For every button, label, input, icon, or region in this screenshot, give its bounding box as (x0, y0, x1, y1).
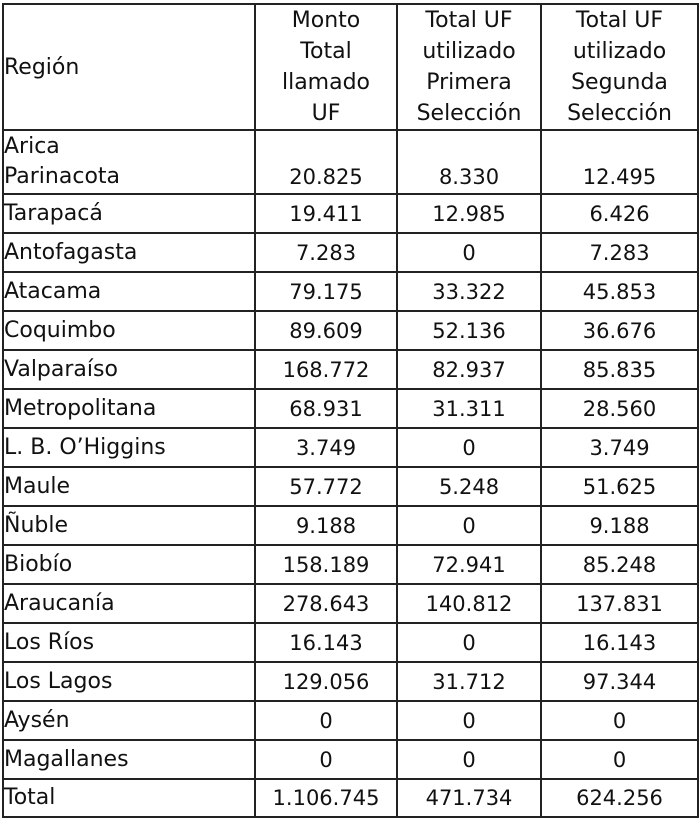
table-row (3, 311, 698, 350)
monto-total-cell: 16.143 (255, 623, 397, 662)
total-row (3, 779, 698, 817)
region-line: Arica (4, 134, 60, 159)
header-line: Total UF (425, 8, 513, 33)
monto-total-cell: 7.283 (255, 233, 397, 272)
segunda-seleccion-cell: 12.495 (541, 130, 698, 194)
table-row (3, 506, 698, 545)
segunda-seleccion-cell: 45.853 (541, 272, 698, 311)
header-line: Total UF (575, 8, 664, 33)
header-segunda-seleccion (541, 4, 698, 130)
segunda-seleccion-cell: 3.749 (541, 428, 698, 467)
segunda-seleccion-cell: 85.835 (541, 350, 698, 389)
primera-seleccion-cell: 140.812 (397, 584, 541, 623)
primera-seleccion-cell: 33.322 (397, 272, 541, 311)
header-line: Selección (567, 101, 672, 126)
table-row (3, 233, 698, 272)
table-row (3, 428, 698, 467)
monto-total-cell: 9.188 (255, 506, 397, 545)
primera-seleccion-cell: 52.136 (397, 311, 541, 350)
region-cell: Biobío (3, 545, 255, 584)
header-line: Primera (426, 70, 512, 95)
total-primera-cell: 471.734 (397, 779, 541, 817)
segunda-seleccion-cell: 51.625 (541, 467, 698, 506)
region-cell: Los Lagos (3, 662, 255, 701)
header-line: llamado (281, 70, 371, 95)
region-cell: Araucanía (3, 584, 255, 623)
monto-total-cell: 19.411 (255, 194, 397, 233)
total-monto-cell: 1.106.745 (255, 779, 397, 817)
monto-total-cell: 129.056 (255, 662, 397, 701)
region-cell (3, 130, 255, 194)
header-line: Selección (416, 101, 522, 126)
primera-seleccion-cell: 0 (397, 233, 541, 272)
region-cell: Magallanes (3, 740, 255, 779)
region-cell: Metropolitana (3, 389, 255, 428)
monto-total-cell: 57.772 (255, 467, 397, 506)
primera-seleccion-cell: 0 (397, 428, 541, 467)
segunda-seleccion-cell: 7.283 (541, 233, 698, 272)
header-monto-total (255, 4, 397, 130)
primera-seleccion-cell: 5.248 (397, 467, 541, 506)
segunda-seleccion-cell: 9.188 (541, 506, 698, 545)
region-cell: Tarapacá (3, 194, 255, 233)
segunda-seleccion-cell: 137.831 (541, 584, 698, 623)
table-row (3, 623, 698, 662)
monto-total-cell: 89.609 (255, 311, 397, 350)
segunda-seleccion-cell: 36.676 (541, 311, 698, 350)
table-row (3, 584, 698, 623)
header-line: UF (311, 101, 341, 126)
table-row (3, 467, 698, 506)
monto-total-cell: 68.931 (255, 389, 397, 428)
monto-total-cell: 278.643 (255, 584, 397, 623)
region-cell: Coquimbo (3, 311, 255, 350)
primera-seleccion-cell: 8.330 (397, 130, 541, 194)
segunda-seleccion-cell: 28.560 (541, 389, 698, 428)
region-cell: Aysén (3, 701, 255, 740)
segunda-seleccion-cell: 6.426 (541, 194, 698, 233)
primera-seleccion-cell: 31.712 (397, 662, 541, 701)
table-row (3, 194, 698, 233)
table-row (3, 389, 698, 428)
monto-total-cell: 0 (255, 701, 397, 740)
monto-total-cell: 158.189 (255, 545, 397, 584)
header-line: utilizado (572, 39, 667, 64)
monto-total-cell: 3.749 (255, 428, 397, 467)
monto-total-cell: 0 (255, 740, 397, 779)
header-line: Monto (291, 8, 361, 33)
primera-seleccion-cell: 82.937 (397, 350, 541, 389)
region-cell: Valparaíso (3, 350, 255, 389)
region-cell: Atacama (3, 272, 255, 311)
primera-seleccion-cell: 31.311 (397, 389, 541, 428)
header-row (3, 4, 698, 130)
table-row (3, 740, 698, 779)
header-line: utilizado (422, 39, 516, 64)
header-line: Total (300, 39, 352, 64)
region-cell: Maule (3, 467, 255, 506)
region-cell: L. B. O’Higgins (3, 428, 255, 467)
region-line: Parinacota (4, 164, 121, 189)
segunda-seleccion-cell: 85.248 (541, 545, 698, 584)
segunda-seleccion-cell: 0 (541, 701, 698, 740)
table-row (3, 350, 698, 389)
region-cell: Antofagasta (3, 233, 255, 272)
total-segunda-cell: 624.256 (541, 779, 698, 817)
primera-seleccion-cell: 72.941 (397, 545, 541, 584)
monto-total-cell: 168.772 (255, 350, 397, 389)
monto-total-cell: 79.175 (255, 272, 397, 311)
table-row (3, 662, 698, 701)
monto-total-cell: 20.825 (255, 130, 397, 194)
primera-seleccion-cell: 12.985 (397, 194, 541, 233)
primera-seleccion-cell: 0 (397, 623, 541, 662)
table-row (3, 701, 698, 740)
region-uf-table (2, 3, 699, 818)
table-row (3, 130, 698, 194)
primera-seleccion-cell: 0 (397, 701, 541, 740)
header-primera-seleccion (397, 4, 541, 130)
header-line: Segunda (571, 70, 668, 95)
segunda-seleccion-cell: 0 (541, 740, 698, 779)
table-row (3, 272, 698, 311)
segunda-seleccion-cell: 16.143 (541, 623, 698, 662)
region-cell: Ñuble (3, 506, 255, 545)
table-row (3, 545, 698, 584)
total-label: Total (3, 779, 255, 817)
primera-seleccion-cell: 0 (397, 506, 541, 545)
header-region: Región (3, 4, 255, 130)
segunda-seleccion-cell: 97.344 (541, 662, 698, 701)
region-cell: Los Ríos (3, 623, 255, 662)
primera-seleccion-cell: 0 (397, 740, 541, 779)
